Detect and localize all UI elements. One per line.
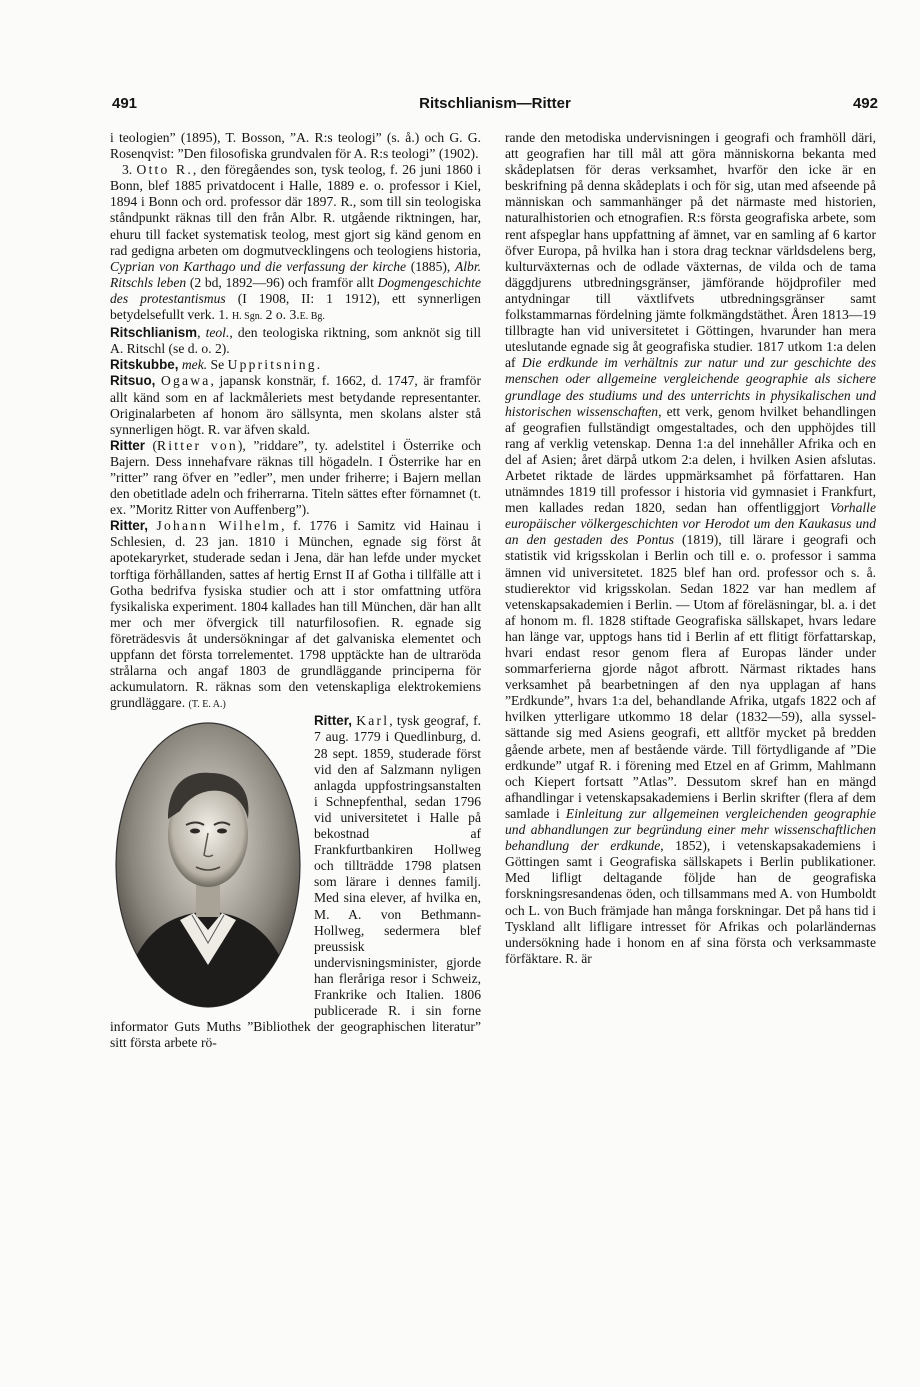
entry-name: Ogawa [160,373,211,389]
author-signature: E. Bg. [299,311,325,323]
entry-ritsuo: Ritsuo, Ogawa, japansk konstnär, f. 1662, d. 1747, är framför allt känd som en af lackmåleriets mest betydande representanter. Originalarbeten af honom äro sällsynta, men skolans alster stå synnerligen högt. R. var äfven skald. [110,373,481,437]
left-column [110,130,481,1051]
work-title: Die erdkunde im verhältnis zur natur und zur geschichte des menschen oder allgemeine vergleichende geographie als sichere grundlage des studiums und des unterrichts in physikalischen und historischen wissenschaften [505,355,876,419]
right-column [505,130,876,967]
field-abbrev: teol. [205,325,230,341]
entry-name: Johann Wilhelm [156,518,282,534]
author-signature: H. Sgn. [231,311,263,323]
entry-name: Ritter von [157,437,238,453]
headword: Ritter, [314,713,352,729]
running-head [112,95,878,117]
entry-name: Otto R. [136,162,193,178]
cross-reference: Uppritsning. [227,357,323,373]
field-abbrev: mek. [181,357,208,373]
author-signature: (T. E. A.) [188,699,226,711]
page-number-left: 491 [112,95,138,112]
work-title: Albr. Ritschls leben [110,258,482,290]
headword: Ritsuo, [110,373,156,389]
running-title: Ritschlianism—Ritter [419,95,571,112]
entry-name: Karl [356,713,390,729]
paragraph-continuation: i teologien” (1895), T. Bosson, ”A. R:s teologi” (s. å.) och G. G. Rosenqvist: ”Den filosofiska grundvalen för A. R:s teologi” (1902). [110,130,481,162]
entry-johann-wilhelm-ritter: Ritter, Johann Wilhelm, f. 1776 i Samitz vid Hainau i Schlesien, d. 23 jan. 1810 i München, egnade sig först åt apotekaryrket, studerade sedan i Jena, där han lefde under mycket torftiga förhållanden, sattes af hertig Ernst II af Gotha i tillfälle att i Gotha bedrifva fysiska studier och att i stor omfattning utföra fysikaliska experiment. 1804 kallades han till München, där han allt mer och mer öfvergick till naturfilosofien. R. egnade sig företrädesvis åt undersökningar af det galvaniska elementet och uppfann det första torrelementet. 1798 upptäckte han de ultraröda strålarna och angaf 1803 de grundläggande principerna för ackumulatorn. R. räknas som den vetenskapliga elektrokemiens grundläggare. (T. E. A.) [110,518,482,711]
entry-ritter-title: Ritter (Ritter von), ”riddare”, ty. adelstitel i Österrike och Bajern. Dess innehafvare räknas till högadeln. I Österrike har en ”ritter” rang öfver en ”edler”, men under friherre; i Bajern mellan den obetitlade adeln och friherrarna. Titeln sättes efter förnamnet (t. ex. ”Moritz Ritter von Auffenberg”). [110,437,481,518]
work-title: Cyprian von Karthago und die verfassung der kirche [110,258,407,274]
entry-otto-ritschl: 3. Otto R., den föregåendes son, tysk teolog, f. 26 juni 1860 i Bonn, blef 1885 privatdocent i Halle, 1889 e. o. professor i Kiel, 1894 i Bonn och ord. professor där 1897. R., som till sin teologiska ståndpunkt räknas till den från Albr. R. utgående riktningen, har, ehuru till facket systematisk teolog, mest gjort sig känd genom en rad gedigna arbeten om dogmutvecklingens och teologiens historia, Cyprian von Karthago und die verfassung der kirche (1885), Albr. Ritschls leben (2 bd, 1892—96) och framför allt Dogmengeschichte des protestantismus (I 1908, II: 1 1912), ett synnerligen betydelsefullt verk. 1. H. Sgn. 2 o. 3.E. Bg. [110,162,482,323]
entry-karl-ritter: Ritter, Karl , tysk geograf, f. 7 aug. 1779 i Quedlinburg, d. 28 sept. 1859, studerade först vid den af Salzmann nyligen anlagda uppfostringsanstalten i Schnepfenthal, sedan 1796 vid universitetet i Halle på bekostnad af Frankfurtbankiren Hollweg och tillträdde 1798 platsen som lärare i dennes familj. Med sina elever, af hvilka en, M. A. von Bethmann-Hollweg, sedermera blef preussisk undervisningsminister, gjorde han fleråriga resor i Schweiz, Frankrike och Italien. 1806 publicerade R. i sin forne informator Guts Muths ”Bibliothek der geographischen literatur” sitt första arbete rö- [110,713,481,1051]
entry-ritskubbe: Ritskubbe, mek. Se Uppritsning. [110,357,323,373]
page-number-right: 492 [852,95,878,112]
work-title: Dogmengeschichte des protestantismus [110,274,481,306]
portrait-engraving-icon [110,715,306,1015]
work-title: Einleitung zur allgemeinen vergleichenden geographie und abhandlungen zur begründung einer mehr wissenschaftlichen behandlung der erdkunde [505,805,876,854]
headword: Ritter [110,437,145,453]
entry-ritschlianism: Ritschlianism, teol., den teologiska riktning, som anknöt sig till A. Ritschl (se d. o. 2). [110,325,482,357]
headword: Ritschlianism [110,325,198,341]
work-title: Vorhalle europäischer völkergeschichten vor Herodot um den Kaukasus und an den gestaden des Pontus [505,500,876,548]
entry-karl-ritter-continued: rande den metodiska undervisningen i geografi och framhöll däri, att geografien har till mål att göra människorna bekanta med skådeplatsen för deras verksamhet, hvarför den icke är en beskrifning på denna skådeplats i och för sig, utan med afseende på människan och sammanhänger på det närmaste med historien, naturalhistorien och etnografien. R:s första geografiska arbete, som rent afspeglar hans uppfattning af ämnet, var en samling af 6 kartor öfver Europa, på hvilka han i stora drag tecknar världsdelens berg, kulturväxternas och de odlade växternas, de vilda och de tama däggdjurens utbredningsgränser, jämförande höjdprofiler med antydningar till växtlifvets utbredningsgränser samt folkstammarnas fördelning jämte folkmängdstäthet. Åren 1813—19 tillbragte han vid universitetet i Göttingen, hvarunder han mera uteslutande egnade sig åt geografiska studier. 1817 utkom 1:a delen af Die erdkunde im verhältnis zur natur und zur geschichte des menschen oder allgemeine vergleichende geographie als sichere grundlage des studiums und des unterrichts in physikalischen und historischen wissenschaften, ett verk, genom hvilket behandlingen af geografien fullständigt omgestaltades, och den upphöjdes till rang af verklig vetenskap. Denna 1:a del innehåller Afrika och en del af Asien; året därpå utkom 2:a delen, i hvilken Asien afslutas. Arbetet riktade de lärdes uppmärksamhet på författaren. Han utnämndes 1819 till professor i historia vid gymnasiet i Frankfurt, men kallades redan 1820, sedan han offentliggjort Vorhalle europäischer völkergeschichten vor Herodot um den Kaukasus und an den gestaden des Pontus (1819), till lärare i geografi och statistik vid krigsskolan i Berlin och till e. o. professor i samma ämnen vid universitetet. 1825 blef han ord. professor och s. å. studierektor vid krigsskolan. Sedan 1822 var han medlem af vetenskapsakademien i Berlin. — Utom af föreläsningar, bl. a. i det af honom m. fl. 1828 stiftade Geografiska sällskapet, hvars ledare han länge var, upptogs hans tid i Berlin af ett flitigt författarskap, hvari endast resor genom flera af Europas länder under sommarferierna gjorde något afbrott. Närmast riktades hans verksamhet på bearbetningen af den nya upplagan af hans ”Erdkunde”, hvars 1:a del, behandlande Afrika, utgafs 1822 och af hvilken ytterligare utkommo 18 delar (1832—59), alla sysselsättande sig med Asiens geografi, ett alltför mycket på bredden gående arbete, men af bestående värde. Till förtydligande af ”Die erdkunde” utgaf R. i förening med Etzel en af Grimm, Mahlmann och Kiepert fortsatt ”Atlas”. Dessutom skref han en mängd afhandlingar i vetenskapsakademiens i Berlin skrifter (flera af dem samlade i Einleitung zur allgemeinen vergleichenden geographie und abhandlungen zur begründung einer mehr wissenschaftlichen behandlung der erdkunde, 1852), i vetenskapsakademiens i Göttingen samt i Geografiska sällskapets i Berlin publikationer. Med lifligt deltagande följde han de geografiska forskningsresandenas öden, och tillsammans med A. von Humboldt och L. von Buch främjade han många forskningar. Det på hans tid i Tyskland allt lifligare intresset för Afrikas och polarländernas undersökning hade i honom en af sina första och verksammaste förfäktare. R. är [505,130,876,966]
headword: Ritskubbe, [110,357,179,373]
entry-number: 3. [122,162,133,178]
headword: Ritter, [110,518,148,534]
portrait-image [110,715,306,1015]
